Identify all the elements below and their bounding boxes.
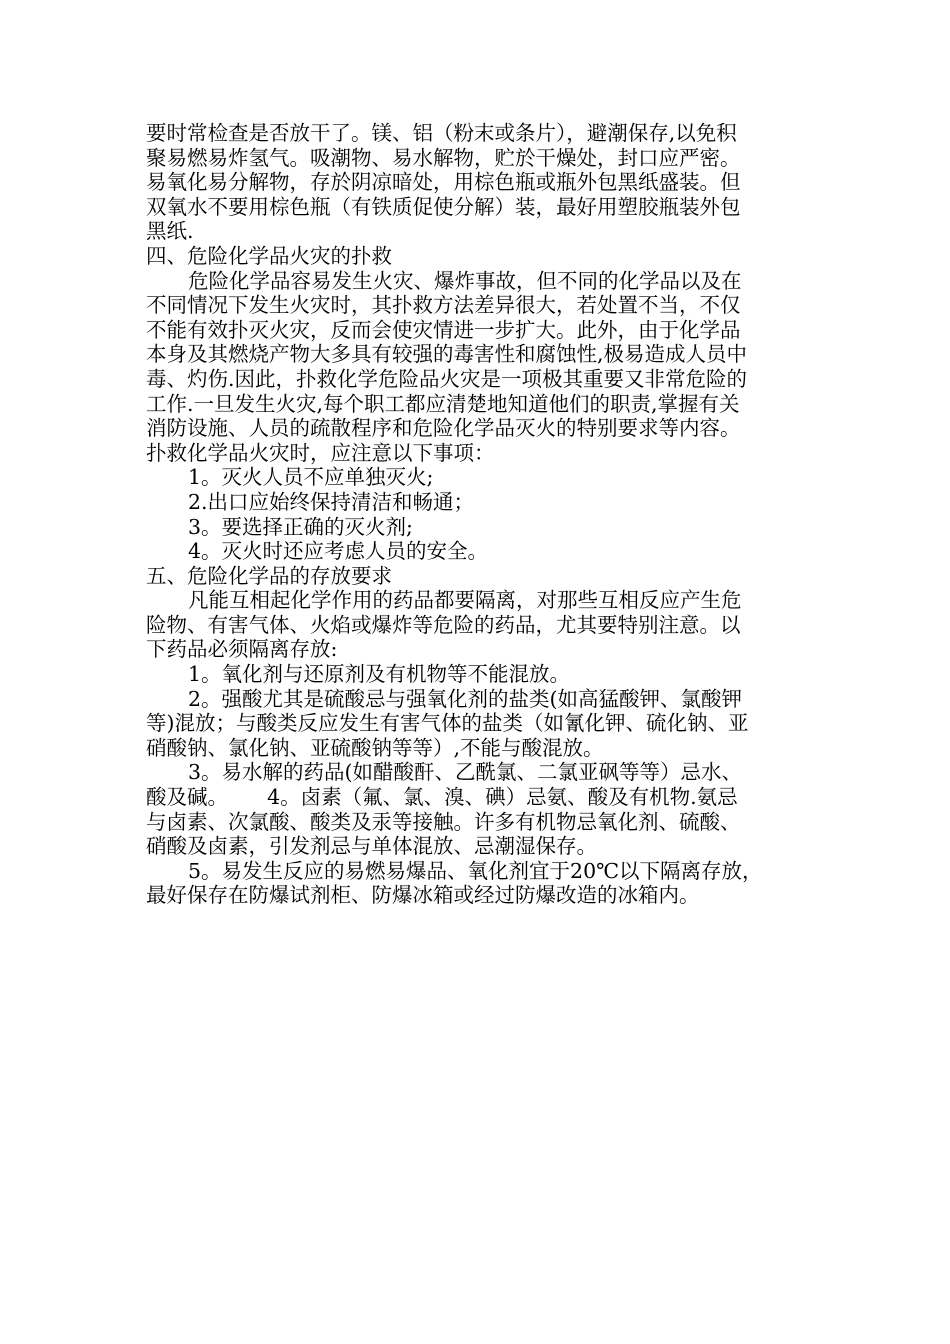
text-line: 扑救化学品火灾时，应注意以下事项： — [146, 440, 495, 465]
intro-paragraph — [146, 121, 816, 244]
list-item: 4。灭火时还应考虑人员的安全。 — [188, 539, 489, 564]
text-line: 要时常检查是否放干了。镁、铝（粉末或条片），避潮保存,以免积 — [146, 121, 737, 145]
text-line: 与卤素、次氯酸、酸类及汞等接触。许多有机物忌氧化剂、硫酸、 — [146, 809, 741, 834]
text-line: 最好保存在防爆试剂柜、防爆冰箱或经过防爆改造的冰箱内。 — [146, 883, 700, 908]
list-item: 1。氧化剂与还原剂及有机物等不能混放。 — [188, 662, 571, 687]
list-item: 1。灭火人员不应单独灭火; — [188, 465, 434, 490]
text-line: 酸及碱。 4。卤素（氟、氯、溴、碘）忌氨、酸及有机物.氨忌 — [146, 785, 738, 810]
fire-fighting-paragraph — [146, 269, 816, 466]
list-item: 2。强酸尤其是硫酸忌与强氧化剂的盐类(如高猛酸钾、氯酸钾 — [188, 686, 743, 711]
list-item: 3。易水解的药品(如醋酸酐、乙酰氯、二氯亚砜等等）忌水、 — [188, 760, 743, 785]
list-item: 3。要选择正确的灭火剂; — [188, 514, 413, 539]
text-line: 本身及其燃烧产物大多具有较强的毒害性和腐蚀性,极易造成人员中 — [146, 342, 748, 367]
text-line: 硝酸钠、氯化钠、亚硫酸钠等等）,不能与酸混放。 — [146, 735, 604, 760]
text-line: 险物、有害气体、火焰或爆炸等危险的药品，尤其要特别注意。以 — [146, 612, 741, 637]
text-line: 聚易燃易炸氢气。吸潮物、易水解物，贮於干燥处，封口应严密。 — [146, 145, 741, 170]
text-line: 黑纸. — [146, 219, 194, 244]
text-line: 消防设施、人员的疏散程序和危险化学品灭火的特别要求等内容。 — [146, 416, 741, 441]
text-line: 硝酸及卤素，引发剂忌与单体混放、忌潮湿保存。 — [146, 834, 597, 859]
list-item: 2.出口应始终保持清洁和畅通； — [188, 489, 475, 514]
storage-paragraph — [146, 588, 816, 662]
document-page — [146, 121, 816, 908]
section-heading-fire-fighting: 四、危险化学品火灾的扑救 — [146, 243, 392, 268]
text-line: 等)混放；与酸类反应发生有害气体的盐类（如氰化钾、硫化钠、亚 — [146, 711, 749, 736]
text-line: 不同情况下发生火灾时，其扑救方法差异很大，若处置不当，不仅 — [146, 293, 741, 318]
text-line: 下药品必须隔离存放: — [146, 637, 338, 662]
storage-list — [146, 662, 816, 908]
text-line: 毒、灼伤.因此，扑救化学危险品火灾是一项极其重要又非常危险的 — [146, 366, 748, 391]
text-line: 易氧化易分解物，存於阴凉暗处，用棕色瓶或瓶外包黑纸盛装。但 — [146, 170, 741, 195]
text-line: 不能有效扑灭火灾，反而会使灾情进一步扩大。此外，由于化学品 — [146, 317, 741, 342]
list-item: 5。易发生反应的易燃易爆品、氧化剂宜于20℃以下隔离存放， — [188, 858, 763, 883]
section-heading-storage: 五、危险化学品的存放要求 — [146, 563, 392, 588]
fire-fighting-list — [146, 465, 816, 563]
text-line: 工作.一旦发生火灾,每个职工都应清楚地知道他们的职责,掌握有关 — [146, 391, 740, 416]
text-line: 双氧水不要用棕色瓶（有铁质促使分解）装，最好用塑胶瓶装外包 — [146, 194, 741, 219]
text-line: 危险化学品容易发生火灾、爆炸事故，但不同的化学品以及在 — [188, 268, 742, 293]
text-line: 凡能互相起化学作用的药品都要隔离，对那些互相反应产生危 — [188, 588, 742, 613]
